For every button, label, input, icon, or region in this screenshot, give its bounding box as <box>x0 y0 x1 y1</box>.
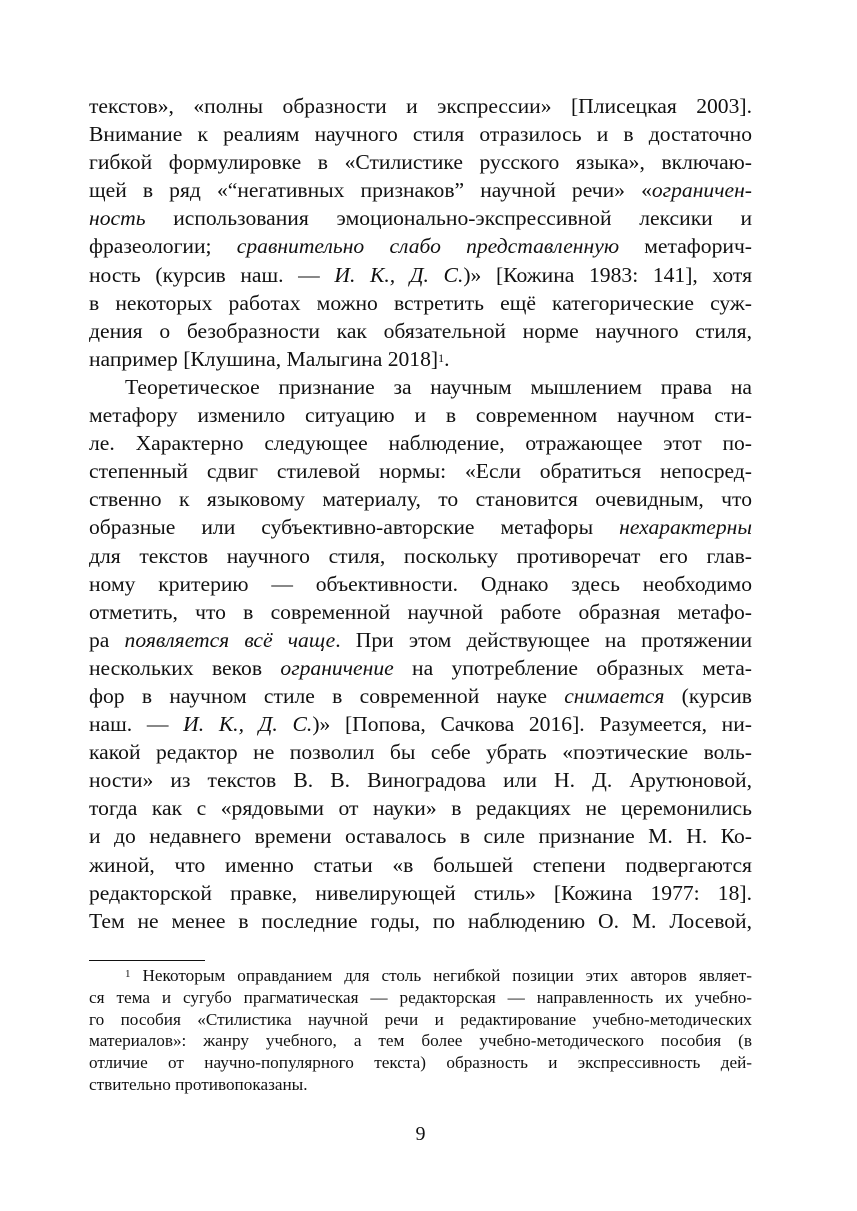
footnote-line: ствительно противопоказаны. <box>89 1074 308 1094</box>
main-text <box>89 92 752 935</box>
text-line: жиной, что именно статьи «в большей степени подвергаются <box>89 852 752 877</box>
footnote-line: материалов»: жанру учебного, а тем более учебно-методического пособия (в <box>89 1031 752 1051</box>
footnote-line <box>89 965 752 987</box>
text-run: например [Клушина, Малыгина 2018] <box>89 346 439 371</box>
text-line <box>89 710 752 738</box>
text-line <box>89 626 752 654</box>
text-run: нескольких веков <box>89 655 281 680</box>
text-line: ности» из текстов В. В. Виноградова или Н. Д. Арутюновой, <box>89 768 752 793</box>
text-run: метафорич- <box>619 234 752 259</box>
text-run: )» [Попова, Сачкова 2016]. Разумеется, ни- <box>312 712 752 737</box>
text-run: использования эмоционально-экспрессивной лексики и <box>145 206 752 231</box>
text-run: )» [Кожина 1983: 141], хотя <box>463 262 753 287</box>
text-line <box>89 345 752 373</box>
text-line: Теоретическое признание за научным мышлением права на <box>125 374 752 399</box>
text-line: для текстов научного стиля, поскольку противоречат его глав- <box>89 543 752 568</box>
italic-run: появляется всё чаще <box>124 627 336 652</box>
text-run: наш. — <box>89 712 184 737</box>
text-line: ственно к языковому материалу, то становится очевидным, что <box>89 487 752 512</box>
italic-run: И. К., Д. С. <box>334 262 464 287</box>
text-run: . <box>444 346 450 371</box>
footnote-line: ся тема и сугубо прагматическая — редакторская — направленность их учебно- <box>89 987 752 1007</box>
page-number: 9 <box>415 1123 426 1145</box>
text-line: ному критерию — объективности. Однако здесь необходимо <box>89 571 752 596</box>
text-line: тогда как с «рядовыми от науки» в редакциях не церемонились <box>89 796 752 821</box>
italic-run: ограничение <box>280 655 394 680</box>
footnote-separator <box>89 960 205 961</box>
text-run: ность (курсив наш. — <box>89 262 335 287</box>
paragraph-1 <box>89 92 752 373</box>
text-run: фор в научном стиле в современной науке <box>89 683 565 708</box>
italic-run: ность <box>89 206 146 231</box>
text-line <box>89 682 752 710</box>
footnote-ref[interactable]: 1 <box>438 350 445 365</box>
text-line <box>89 513 752 541</box>
text-line <box>89 261 752 289</box>
text-run: Некоторым оправданием для столь негибкой позиции этих авторов являет- <box>130 966 752 985</box>
footnote <box>89 965 752 1096</box>
italic-run: нехарактерны <box>619 515 752 540</box>
text-run: . При этом действующее на протяжении <box>335 627 753 652</box>
italic-run: снимается <box>564 683 665 708</box>
footnote-line: го пособия «Стилистика научной речи и редактирование учебно-методических <box>89 1009 752 1029</box>
text-run: (курсив <box>664 683 752 708</box>
text-line: какой редактор не позволил бы себе убрать «поэтические воль- <box>89 740 752 765</box>
text-line <box>89 232 752 260</box>
italic-run: сравнительно слабо представленную <box>236 234 620 259</box>
text-run: образные или субъективно-авторские метафоры <box>89 515 620 540</box>
text-line: текстов», «полны образности и экспрессии» [Плисецкая 2003]. <box>89 94 752 118</box>
text-run: фразеологии; <box>89 234 237 259</box>
text-line: степенный сдвиг стилевой нормы: «Если обратиться непосред- <box>89 459 752 484</box>
text-line: метафору изменило ситуацию и в современном научном сти- <box>89 403 752 428</box>
text-run: ра <box>89 627 125 652</box>
italic-run: И. К., Д. С. <box>183 712 313 737</box>
paragraph-2 <box>89 373 752 935</box>
text-line: дения о безобразности как обязательной норме научного стиля, <box>89 318 752 343</box>
text-line <box>89 176 752 204</box>
text-line: отметить, что в современной научной работе образная метафо- <box>89 599 752 624</box>
text-line <box>89 654 752 682</box>
text-line: Тем не менее в последние годы, по наблюдению О. М. Лосевой, <box>89 908 752 933</box>
footnote-line: отличие от научно-популярного текста) образность и экспрессивность дей- <box>89 1053 752 1073</box>
text-line: ле. Характерно следующее наблюдение, отражающее этот по- <box>89 431 752 456</box>
text-line: гибкой формулировке в «Стилистике русского языка», включаю- <box>89 150 752 175</box>
italic-run: ограничен- <box>651 178 752 203</box>
text-line: Внимание к реалиям научного стиля отразилось и в достаточно <box>89 122 752 147</box>
text-run: щей в ряд «“негативных признаков” научной речи» « <box>89 178 652 203</box>
text-line: и до недавнего времени оставалось в силе признание М. Н. Ко- <box>89 824 752 849</box>
text-run: на употребление образных мета- <box>393 655 752 680</box>
footnote-marker: 1 <box>125 968 131 980</box>
text-line <box>89 204 752 232</box>
text-line: редакторской правке, нивелирующей стиль» [Кожина 1977: 18]. <box>89 880 752 905</box>
text-line: в некоторых работах можно встретить ещё категорические суж- <box>89 290 752 315</box>
